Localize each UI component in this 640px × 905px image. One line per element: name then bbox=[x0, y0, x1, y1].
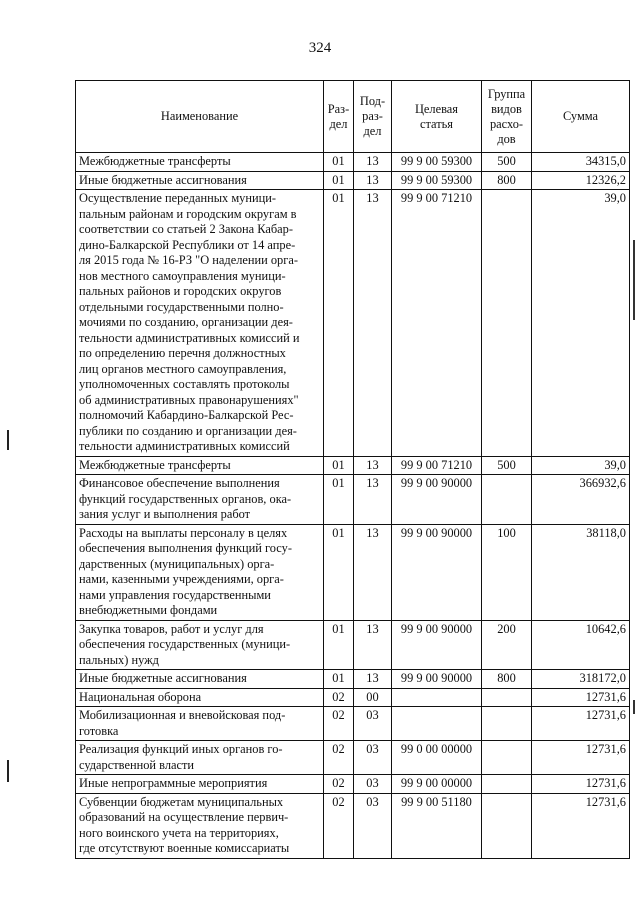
row-gruppa-cell bbox=[482, 793, 532, 858]
row-gruppa-cell: 100 bbox=[482, 524, 532, 620]
row-statya-cell: 99 9 00 00000 bbox=[392, 775, 482, 794]
header-gruppa: Группа видов расхо- дов bbox=[482, 81, 532, 153]
row-gruppa-cell: 500 bbox=[482, 153, 532, 172]
table-row bbox=[76, 793, 630, 858]
row-statya-cell: 99 9 00 90000 bbox=[392, 475, 482, 525]
row-razdel-cell: 01 bbox=[324, 524, 354, 620]
row-name-cell: Иные бюджетные ассигнования bbox=[76, 171, 324, 190]
row-gruppa-cell: 500 bbox=[482, 456, 532, 475]
row-razdel-cell: 02 bbox=[324, 707, 354, 741]
row-gruppa-cell: 200 bbox=[482, 620, 532, 670]
row-statya-cell: 99 9 00 59300 bbox=[392, 153, 482, 172]
row-statya-cell: 99 9 00 71210 bbox=[392, 456, 482, 475]
row-name-cell: Реализация функций иных органов го- сударственной власти bbox=[76, 741, 324, 775]
row-statya-cell bbox=[392, 707, 482, 741]
row-statya-cell: 99 9 00 71210 bbox=[392, 190, 482, 457]
row-name-cell: Иные бюджетные ассигнования bbox=[76, 670, 324, 689]
row-name-cell: Расходы на выплаты персоналу в целях обеспечения выполнения функций госу- дарственных (муниципальных) орга- нами, казенными учреждениями, орга- нами управления государственными внебюджетными фондами bbox=[76, 524, 324, 620]
row-podrazdel-cell: 13 bbox=[354, 153, 392, 172]
table-row bbox=[76, 190, 630, 457]
row-gruppa-cell: 800 bbox=[482, 171, 532, 190]
header-name: Наименование bbox=[76, 81, 324, 153]
row-razdel-cell: 02 bbox=[324, 793, 354, 858]
row-summa-cell: 12731,6 bbox=[532, 793, 630, 858]
row-name-cell: Осуществление переданных муници- пальным районам и городским округам в соответствии со статьей 2 Закона Кабар- дино-Балкарской Республики от 14 апре- ля 2015 года № 16-РЗ "О наделении орга- нов местного самоуправления муници- пальных районов и городских округов отдельными государственными полно- мочиями по созданию, организации дея- тельности административных комиссий и по определению перечня должностных лиц органов местного самоуправления, уполномоченных составлять протоколы об административных правонарушениях" полномочий Кабардино-Балкарской Рес- публики по созданию и организации дея- тельности административных комиссий bbox=[76, 190, 324, 457]
row-summa-cell: 366932,6 bbox=[532, 475, 630, 525]
row-statya-cell: 99 9 00 51180 bbox=[392, 793, 482, 858]
table-row bbox=[76, 475, 630, 525]
scan-mark bbox=[7, 430, 9, 450]
row-razdel-cell: 01 bbox=[324, 171, 354, 190]
table-row bbox=[76, 670, 630, 689]
row-razdel-cell: 02 bbox=[324, 741, 354, 775]
row-name-cell: Иные непрограммные мероприятия bbox=[76, 775, 324, 794]
row-name-cell: Мобилизационная и вневойсковая под- готовка bbox=[76, 707, 324, 741]
row-statya-cell bbox=[392, 688, 482, 707]
row-summa-cell: 39,0 bbox=[532, 456, 630, 475]
row-podrazdel-cell: 13 bbox=[354, 620, 392, 670]
row-name-cell: Финансовое обеспечение выполнения функций государственных органов, ока- зания услуг и выполнения работ bbox=[76, 475, 324, 525]
header-podrazdel: Под- раз- дел bbox=[354, 81, 392, 153]
scan-mark bbox=[633, 240, 635, 320]
header-summa: Сумма bbox=[532, 81, 630, 153]
row-razdel-cell: 01 bbox=[324, 190, 354, 457]
row-name-cell: Субвенции бюджетам муниципальных образований на осуществление первич- ного воинского учета на территориях, где отсутствуют военные комиссариаты bbox=[76, 793, 324, 858]
row-summa-cell: 39,0 bbox=[532, 190, 630, 457]
row-name-cell: Закупка товаров, работ и услуг для обеспечения государственных (муници- пальных) нужд bbox=[76, 620, 324, 670]
table-header-row bbox=[76, 81, 630, 153]
row-razdel-cell: 02 bbox=[324, 775, 354, 794]
row-summa-cell: 12731,6 bbox=[532, 688, 630, 707]
row-statya-cell: 99 9 00 90000 bbox=[392, 524, 482, 620]
row-summa-cell: 12731,6 bbox=[532, 775, 630, 794]
row-gruppa-cell bbox=[482, 475, 532, 525]
row-statya-cell: 99 0 00 00000 bbox=[392, 741, 482, 775]
header-statya: Целевая статья bbox=[392, 81, 482, 153]
scan-mark bbox=[633, 700, 635, 714]
row-summa-cell: 38118,0 bbox=[532, 524, 630, 620]
table-row bbox=[76, 524, 630, 620]
table-row bbox=[76, 620, 630, 670]
row-summa-cell: 34315,0 bbox=[532, 153, 630, 172]
row-statya-cell: 99 9 00 59300 bbox=[392, 171, 482, 190]
row-summa-cell: 12326,2 bbox=[532, 171, 630, 190]
budget-table bbox=[75, 80, 630, 859]
row-gruppa-cell bbox=[482, 707, 532, 741]
row-summa-cell: 10642,6 bbox=[532, 620, 630, 670]
row-gruppa-cell bbox=[482, 775, 532, 794]
table-row bbox=[76, 456, 630, 475]
row-gruppa-cell bbox=[482, 190, 532, 457]
row-name-cell: Межбюджетные трансферты bbox=[76, 153, 324, 172]
row-statya-cell: 99 9 00 90000 bbox=[392, 620, 482, 670]
row-podrazdel-cell: 03 bbox=[354, 741, 392, 775]
row-name-cell: Национальная оборона bbox=[76, 688, 324, 707]
row-podrazdel-cell: 13 bbox=[354, 524, 392, 620]
row-name-cell: Межбюджетные трансферты bbox=[76, 456, 324, 475]
row-podrazdel-cell: 03 bbox=[354, 707, 392, 741]
table-row bbox=[76, 688, 630, 707]
row-podrazdel-cell: 03 bbox=[354, 793, 392, 858]
row-podrazdel-cell: 03 bbox=[354, 775, 392, 794]
table-row bbox=[76, 741, 630, 775]
table-row bbox=[76, 707, 630, 741]
table-row bbox=[76, 775, 630, 794]
row-summa-cell: 12731,6 bbox=[532, 707, 630, 741]
row-podrazdel-cell: 13 bbox=[354, 456, 392, 475]
row-podrazdel-cell: 13 bbox=[354, 171, 392, 190]
row-razdel-cell: 01 bbox=[324, 670, 354, 689]
row-summa-cell: 318172,0 bbox=[532, 670, 630, 689]
row-summa-cell: 12731,6 bbox=[532, 741, 630, 775]
row-podrazdel-cell: 13 bbox=[354, 670, 392, 689]
row-statya-cell: 99 9 00 90000 bbox=[392, 670, 482, 689]
row-podrazdel-cell: 13 bbox=[354, 190, 392, 457]
table-row bbox=[76, 171, 630, 190]
row-razdel-cell: 01 bbox=[324, 456, 354, 475]
row-gruppa-cell bbox=[482, 688, 532, 707]
row-gruppa-cell: 800 bbox=[482, 670, 532, 689]
table-row bbox=[76, 153, 630, 172]
row-podrazdel-cell: 00 bbox=[354, 688, 392, 707]
page-number: 324 bbox=[308, 40, 332, 56]
header-razdel: Раз- дел bbox=[324, 81, 354, 153]
row-razdel-cell: 01 bbox=[324, 475, 354, 525]
row-gruppa-cell bbox=[482, 741, 532, 775]
row-razdel-cell: 01 bbox=[324, 153, 354, 172]
row-razdel-cell: 02 bbox=[324, 688, 354, 707]
row-razdel-cell: 01 bbox=[324, 620, 354, 670]
row-podrazdel-cell: 13 bbox=[354, 475, 392, 525]
scan-mark bbox=[7, 760, 9, 782]
